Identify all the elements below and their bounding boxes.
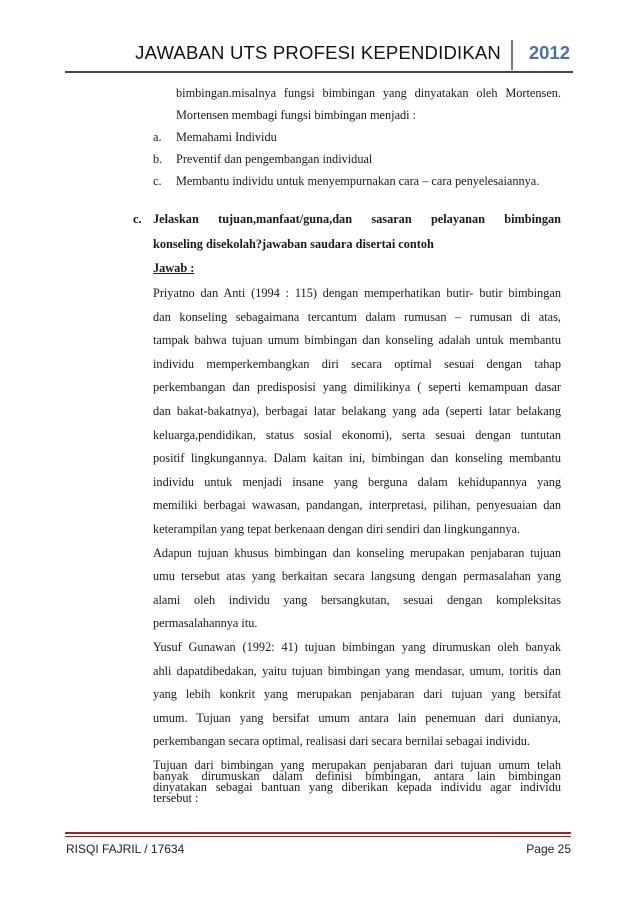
body-line: Adapun tujuan khusus bimbingan dan konseling merupakan penjabaran tujuan [153, 545, 561, 560]
body-line: individu memperkembangkan diri secara optimal sesuai dengan tahap [153, 356, 561, 371]
body-line: keluarga,pendidikan, status sosial ekonomi), serta sesuai dengan tuntutan [153, 427, 561, 442]
body-line: permasalahannya itu. [153, 616, 258, 631]
body-line: bimbingan.misalnya fungsi bimbingan yang dinyatakan oleh Mortensen. [176, 86, 561, 100]
list-marker: b. [153, 152, 163, 166]
body-line: dan bakat-bakatnya), berbagai latar belakang yang ada (seperti latar belakang [153, 404, 561, 418]
body-line: individu untuk menjadi insane yang berguna dalam kehidupannya yang [153, 474, 561, 489]
header-separator [511, 40, 513, 70]
body-line: Tujuan dari bimbingan yang merupakan penjabaran dari tujuan umum telah [153, 758, 561, 772]
footer-rule [65, 836, 571, 837]
list-marker: c. [153, 174, 162, 188]
body-line: dinyatakan sebagai bantuan yang diberikan kepada individu agar individu [153, 780, 561, 794]
footer-rule [65, 832, 571, 834]
body-line: tersebut : [153, 791, 199, 805]
body-line: yang lebih konkrit yang merupakan penjabaran dari tujuan yang bersifat [153, 687, 561, 702]
header-title: JAWABAN UTS PROFESI KEPENDIDIKAN [135, 42, 501, 63]
header-rule [65, 71, 573, 73]
body-line: keterampilan yang tepat berkenaan dengan diri sendiri dan lingkungannya. [153, 522, 521, 536]
body-line: alami oleh individu yang bersangkutan, sesuai dengan kompleksitas [153, 592, 561, 607]
body-line: banyak dirumuskan dalam definisi bimbingan, antara lain bimbingan [153, 769, 561, 783]
footer-author: RISQI FAJRIL / 17634 [66, 842, 185, 856]
body-line: perkembangan dan predisposisi yang dimilikinya ( seperti kemampuan dasar [153, 380, 561, 395]
footer-page-number: Page 25 [526, 842, 571, 856]
question-line: konseling disekolah?jawaban saudara disertai contoh [153, 237, 434, 251]
page-header [65, 38, 573, 72]
body-line: Mortensen membagi fungsi bimbingan menjadi : [176, 108, 417, 122]
body-line: tampak bahwa tujuan umum bimbingan dan konseling adalah untuk membantu [153, 333, 561, 348]
list-item: Membantu individu untuk menyempurnakan cara – cara penyelesaiannya. [176, 174, 540, 188]
question-marker: c. [133, 212, 142, 226]
body-line: positif lingkungannya. Dalam kaitan ini, bimbingan dan konseling membantu [153, 451, 561, 466]
question-line: Jelaskan tujuan,manfaat/guna,dan sasaran pelayanan bimbingan [153, 212, 561, 226]
body-line: umum. Tujuan yang bersifat umum antara lain penemuan dari dunianya, [153, 710, 561, 725]
body-line: Yusuf Gunawan (1992: 41) tujuan bimbingan yang dirumuskan oleh banyak [153, 640, 561, 654]
body-line: memiliki berbagai wawasan, pandangan, interpretasi, pilihan, penyesuaian dan [153, 498, 561, 513]
header-year: 2012 [528, 42, 570, 63]
list-item: Memahami Individu [176, 130, 277, 144]
body-line: ahli dapatdibedakan, yaitu tujuan bimbingan yang mendasar, umum, toritis dan [153, 663, 561, 678]
body-line: perkembangan secara optimal, realisasi dari secara bernilai sebagai individu. [153, 734, 530, 749]
list-item: Preventif dan pengembangan individual [176, 152, 373, 166]
list-marker: a. [153, 130, 162, 144]
body-line: Priyatno dan Anti (1994 : 115) dengan memperhatikan butir- butir bimbingan [153, 286, 561, 300]
body-line: umu tersebut atas yang berkaitan secara langsung dengan permasalahan yang [153, 569, 561, 584]
body-line: dan konseling sebagaimana tercantum dalam rumusan – rumusan di atas, [153, 309, 561, 324]
answer-label: Jawab : [153, 261, 195, 275]
